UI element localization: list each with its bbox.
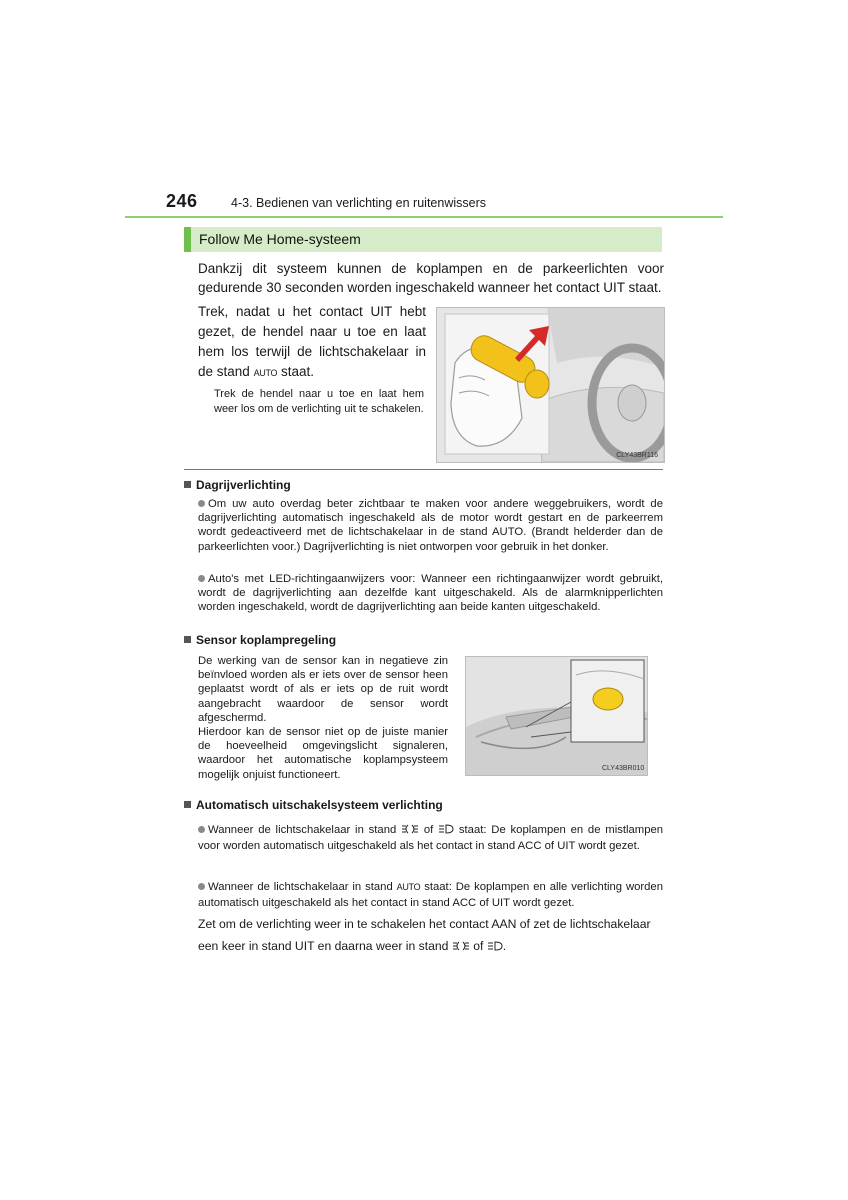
round-bullet-icon	[198, 826, 205, 833]
square-bullet-icon	[184, 481, 191, 488]
auto-off-bullet-2-post: staat: De koplampen en alle verlichting worden automatisch uitgeschakeld als het contact in stand ACC of UIT wordt gezet.	[198, 881, 664, 909]
final-text-pre: Zet om de verlichting weer in te schakelen het contact AAN of zet de lichtschakelaar een keer in stand UIT en daarna weer in stand	[198, 917, 651, 953]
pull-caption: Trek de hendel naar u toe en laat hem weer los om de verlichting uit te schakelen.	[214, 388, 424, 415]
page-number: 246	[166, 191, 198, 211]
auto-mode-icon: AUTO	[253, 368, 278, 378]
drl-bullet-1	[198, 497, 663, 554]
headlight-icon	[487, 941, 503, 951]
square-bullet-icon	[184, 801, 191, 808]
final-text-of: of	[473, 939, 484, 953]
sensor-heading	[184, 633, 336, 647]
parking-light-icon	[401, 824, 419, 834]
lever-illustration	[437, 308, 664, 462]
drl-bullet-1-text: Om uw auto overdag beter zichtbaar te maken voor andere weggebruikers, wordt de dagrijverlichting automatisch ingeschakeld als de motor wordt gestart en de parkeerrem wordt gedeactiveerd met de lichtschakelaar in de stand AUTO. (Brandt helderder dan de parkeerlichten voor.) Dagrijverlichting is niet ontworpen voor gebruik in het donker.	[198, 498, 663, 553]
auto-off-bullet-1	[198, 822, 663, 854]
figure-code: CLY43BR116	[616, 452, 658, 459]
pull-instruction-end: staat.	[280, 364, 314, 379]
lever-figure	[436, 307, 665, 463]
drl-heading	[184, 478, 291, 492]
auto-off-heading-text: Automatisch uitschakelsysteem verlichting	[196, 798, 443, 812]
header-rule	[125, 216, 723, 218]
sensor-text-1: De werking van de sensor kan in negatieve zin beïnvloed worden als er iets over de sensor heen geplaatst wordt of als er iets op de ruit wordt aangebracht waardoor de sensor wordt afgeschermd.	[198, 655, 448, 724]
final-paragraph	[198, 913, 664, 957]
sensor-figure	[465, 656, 648, 776]
parking-light-icon	[452, 941, 470, 951]
figure-code: CLY43BR010	[602, 765, 645, 772]
section-heading: Follow Me Home-systeem	[184, 227, 662, 252]
sensor-heading-text: Sensor koplampregeling	[196, 633, 337, 647]
auto-mode-icon: AUTO	[396, 882, 421, 892]
auto-off-bullet-2-pre: Wanneer de lichtschakelaar in stand	[208, 881, 393, 893]
sensor-illustration	[466, 657, 647, 775]
round-bullet-icon	[198, 883, 205, 890]
auto-off-bullet-1-of: of	[423, 824, 434, 836]
final-text-post: .	[502, 939, 507, 953]
round-bullet-icon	[198, 575, 205, 582]
auto-off-heading	[184, 798, 443, 812]
auto-off-bullet-2	[198, 879, 663, 911]
drl-bullet-2-text: Auto's met LED-richtingaanwijzers voor: Wanneer een richtingaanwijzer wordt gebruikt, wordt de dagrijverlichting aan dezelfde kant uitgeschakeld. Als de alarmknipperlichten worden ingeschakeld, wordt de dagrijverlichting aan beide kanten uitgeschakeld.	[198, 573, 663, 614]
sensor-paragraph	[198, 654, 448, 782]
pull-instruction	[198, 302, 426, 383]
drl-heading-text: Dagrijverlichting	[196, 478, 291, 492]
pull-instruction-text: Trek, nadat u het contact UIT hebt gezet, de hendel naar u toe en laat hem los terwijl de lichtschakelaar in de stand	[198, 304, 426, 379]
headlight-icon	[438, 824, 454, 834]
auto-off-bullet-1-post: staat: De koplampen en de mistlampen voor worden automatisch uitgeschakeld als het contact in stand ACC of UIT wordt gezet.	[198, 824, 664, 852]
section-divider	[184, 469, 663, 470]
sensor-text-2: Hierdoor kan de sensor niet op de juiste manier de hoeveelheid omgevingslicht signaleren, waardoor het automatische koplampsysteem mogelijk onjuist functioneert.	[198, 726, 448, 781]
round-bullet-icon	[198, 500, 205, 507]
auto-off-bullet-1-pre: Wanneer de lichtschakelaar in stand	[208, 824, 397, 836]
drl-bullet-2	[198, 572, 663, 615]
square-bullet-icon	[184, 636, 191, 643]
intro-paragraph: Dankzij dit systeem kunnen de koplampen en de parkeerlichten voor gedurende 30 seconden worden ingeschakeld wanneer het contact UIT staat.	[198, 261, 664, 295]
chapter-title: 4-3. Bedienen van verlichting en ruitenwissers	[231, 196, 486, 210]
